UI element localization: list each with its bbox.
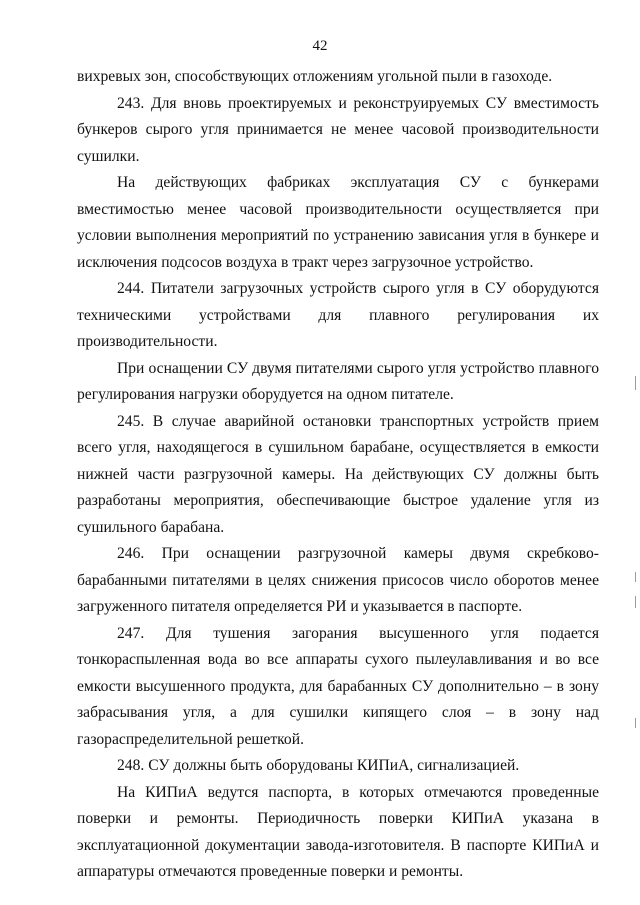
- paragraph-245: 245. В случае аварийной остановки транспортных устройств прием всего угля, находящегося в сушильном барабане, осуществляется в емкости нижней части разгрузочной камеры. На действующих СУ должны быть разработаны мероприятия, обеспечивающие быстрое удаление угля из сушильного барабана.: [77, 412, 599, 536]
- paragraph-248-passports: На КИПиА ведутся паспорта, в которых отмечаются проведенные поверки и ремонты. Периодичность поверки КИПиА указана в эксплуатационной документации завода-изготовителя. В паспорте КИПиА и аппаратуры отмечаются проведенные поверки и ремонты.: [77, 783, 599, 880]
- paragraph-243-existing-plants: На действующих фабриках эксплуатация СУ с бункерами вместимостью менее часовой производительности осуществляется при условии выполнения мероприятий по устранению зависания угля в бункере и исключения подсосов воздуха в тракт через загрузочное устройство.: [77, 174, 599, 271]
- paragraph-246: 246. При оснащении разгрузочной камеры двумя скребково-барабанными питателями в целях снижения присосов число оборотов менее загруженного питателя определяется РИ и указывается в паспорте.: [77, 545, 599, 615]
- page-number: 42: [312, 38, 328, 54]
- scan-edge-mark: [635, 596, 636, 608]
- scan-edge-mark: [635, 572, 636, 582]
- paragraph-244: 244. Питатели загрузочных устройств сырого угля в СУ оборудуются техническими устройствами для плавного регулирования их производительности.: [77, 280, 599, 350]
- paragraph-248: 248. СУ должны быть оборудованы КИПиА, сигнализацией.: [117, 757, 520, 774]
- paragraph-247: 247. Для тушения загорания высушенного угля подается тонкораспыленная вода во все аппараты сухого пылеулавливания и во все емкости высушенного продукта, для барабанных СУ дополнительно – в зону забрасывания угля, а для сушилки кипящего слоя – в зону над газораспределительной решеткой.: [77, 624, 599, 748]
- paragraph-243: 243. Для вновь проектируемых и реконструируемых СУ вместимость бункеров сырого угля принимается не менее часовой производительности сушилки.: [77, 94, 599, 165]
- paragraph-continuation: вихревых зон, способствующих отложениям угольной пыли в газоходе.: [77, 68, 553, 85]
- scan-edge-mark: [635, 718, 636, 728]
- paragraph-244-two-feeders: При оснащении СУ двумя питателями сырого угля устройство плавного регулирования нагрузки оборудуется на одном питателе.: [77, 359, 599, 403]
- scan-edge-mark: [635, 376, 636, 390]
- document-body: [77, 64, 599, 886]
